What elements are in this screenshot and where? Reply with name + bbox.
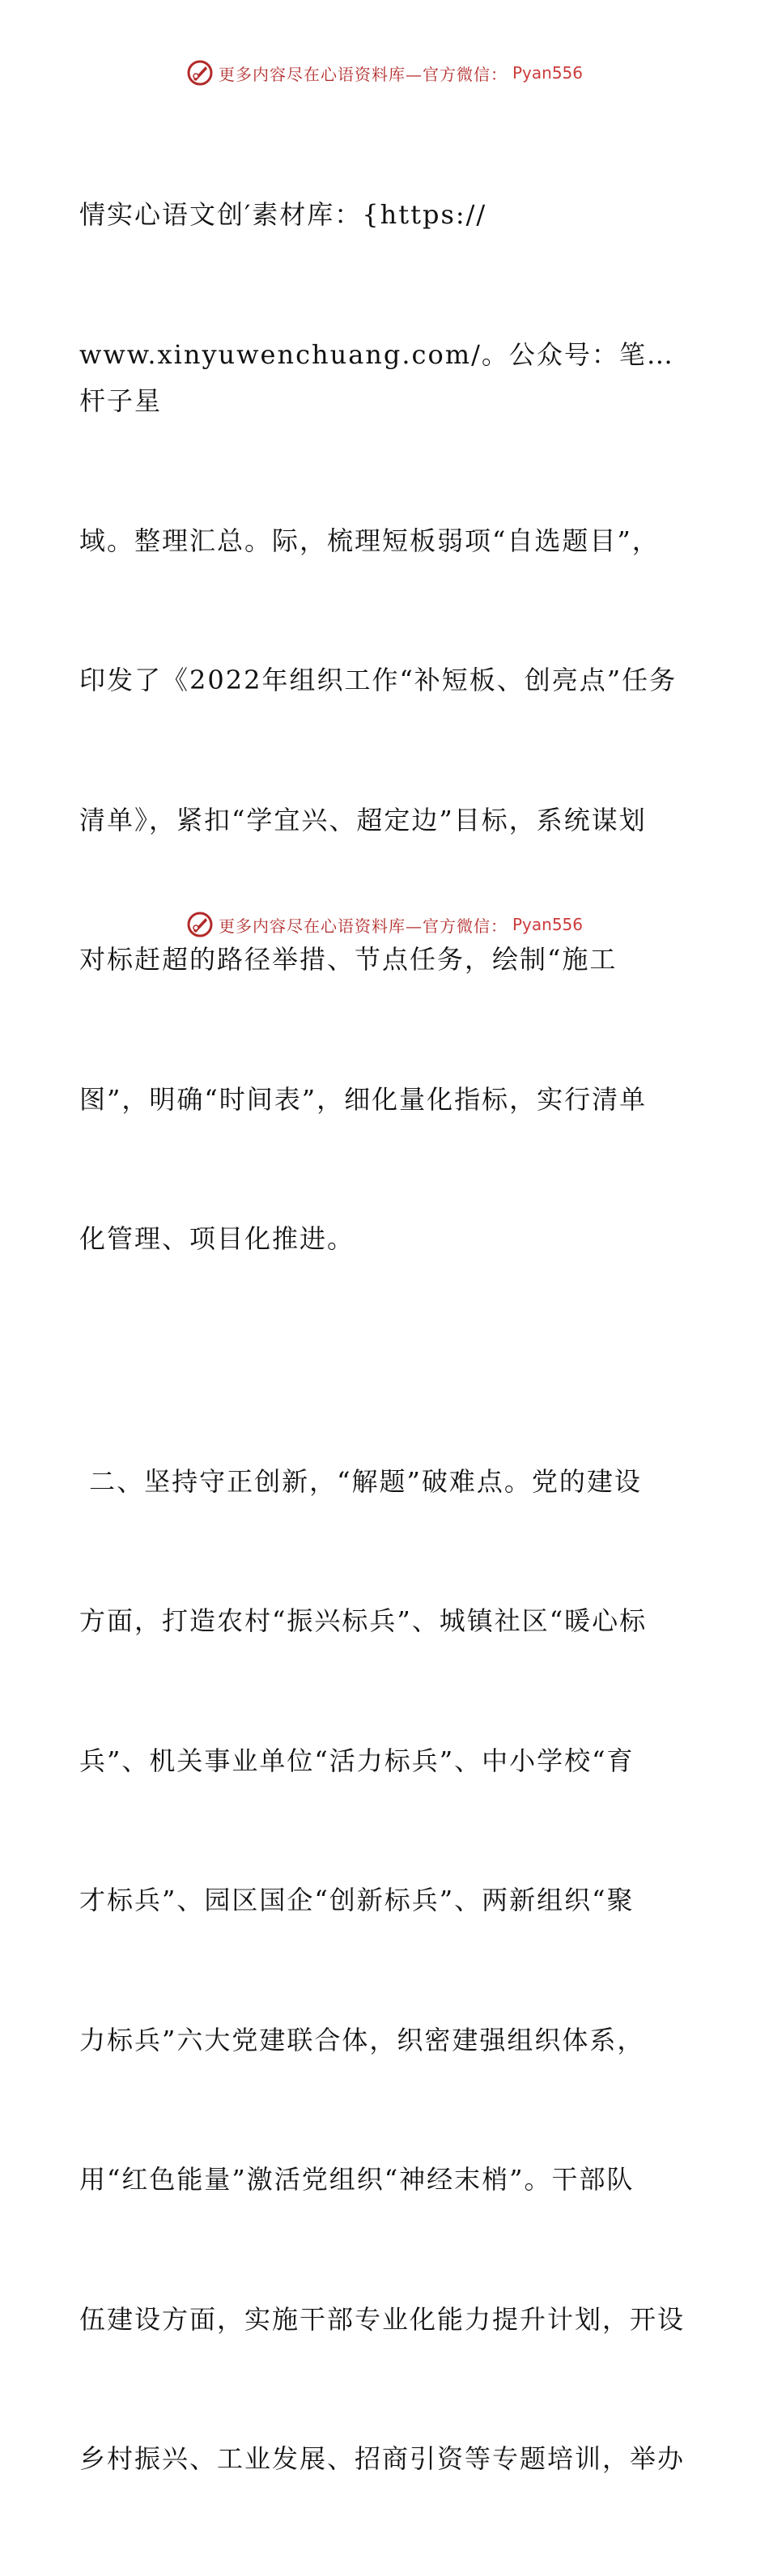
text-line: 乡村振兴、工业发展、招商引资等专题培训，举办 [79,2443,686,2474]
watermark-text: 更多内容尽在心语资料库—官方微信： [218,64,508,84]
watermark-wechat-id: Pyan556 [512,915,583,934]
text-line: 化管理、项目化推进。 [79,1223,355,1254]
watermark-footer [0,908,769,941]
text-line: 情实心语文创′素材库：{https:// [79,199,487,230]
watermark-text: 更多内容尽在心语资料库—官方微信： [218,916,508,936]
document-body [79,99,695,2576]
text-line: 力标兵”六大党建联合体，织密建强组织体系， [79,2024,645,2055]
red-quill-logo-icon [186,59,214,87]
watermark-wechat-id: Pyan556 [512,63,583,83]
watermark-header [0,57,769,89]
text-line: www.xinyuwenchuang.com/。公众号：笔…杆子星 [79,338,674,416]
text-line: 图”，明确“时间表”，细化量化指标，实行清单 [79,1083,648,1115]
text-line: 清单》，紧扣“学宜兴、超定边”目标，系统谋划 [79,804,647,835]
text-line: 用“红色能量”激活党组织“神经末梢”。干部队 [79,2164,635,2195]
text-line: 方面，打造农村“振兴标兵”、城镇社区“暖心标 [79,1605,648,1636]
text-line: 兵”、机关事业单位“活力标兵”、中小学校“育 [79,1745,635,1776]
text-line: 对标赶超的路径举措、节点任务，绘制“施工 [79,944,618,975]
text-line: 才标兵”、园区国企“创新标兵”、两新组织“聚 [79,1885,635,1915]
text-line: 二、坚持守正创新，“解题”破难点。党的建设 [79,1465,642,1497]
text-line: 伍建设方面，实施干部专业化能力提升计划，开设 [79,2303,686,2335]
paragraph-2 [79,1366,695,2576]
paragraph-1 [79,99,695,1356]
red-quill-logo-icon [186,911,214,938]
text-line: 域。整理汇总。际，梳理短板弱项“自选题目”， [79,525,660,556]
text-line: 印发了《2022年组织工作“补短板、创亮点”任务 [79,665,678,695]
